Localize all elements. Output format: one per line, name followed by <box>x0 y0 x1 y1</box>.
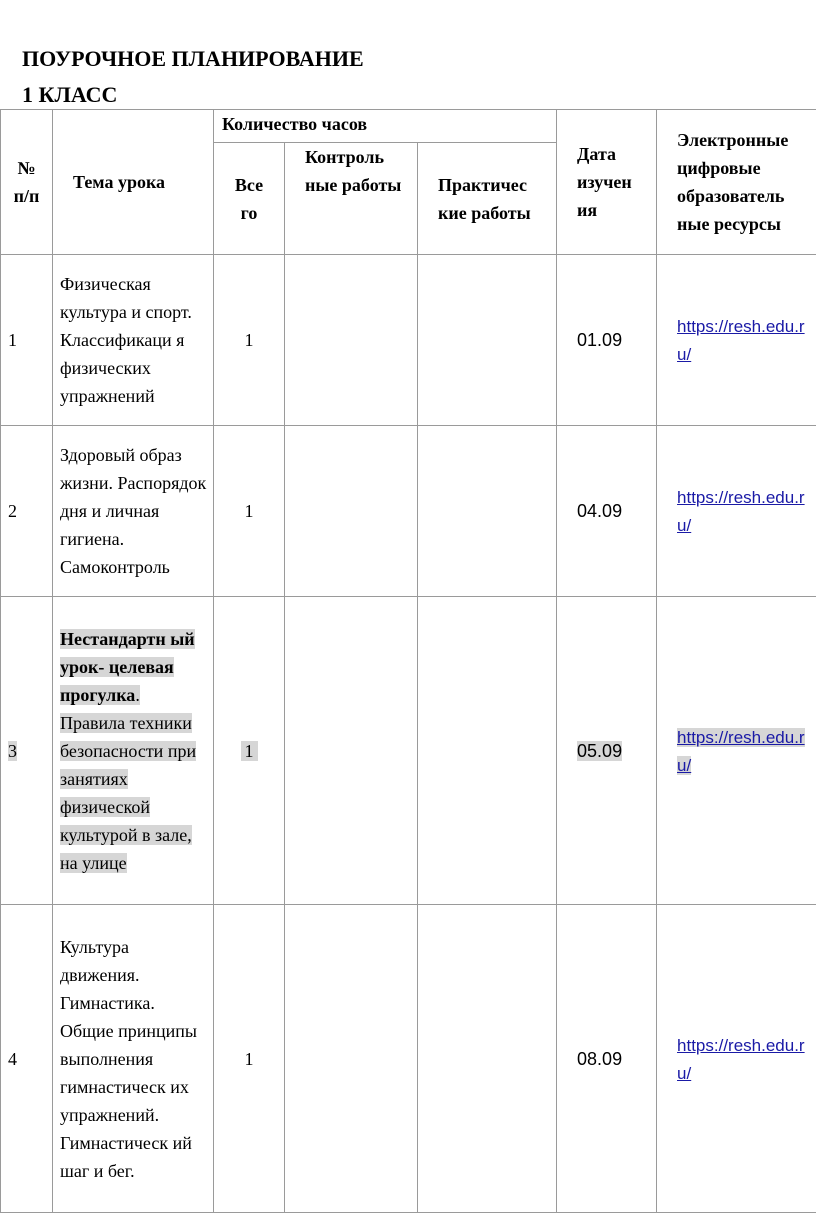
resource-link[interactable]: https://resh.edu.ru/ <box>677 317 805 364</box>
header-practice: Практичес кие работы <box>418 143 557 255</box>
header-control: Контроль ные работы <box>285 143 418 255</box>
row-topic: Культура движения. Гимнастика. Общие принципы выполнения гимнастическ их упражнений. Гимнастическ ий шаг и бег. <box>53 905 214 1213</box>
row-number: 2 <box>1 426 53 597</box>
row-date: 01.09 <box>557 255 657 426</box>
row-practical-works <box>418 597 557 905</box>
table-row <box>1 597 816 905</box>
row-number: 4 <box>1 905 53 1213</box>
row-resource <box>657 597 816 905</box>
header-date: Дата изучен ия <box>557 110 657 255</box>
header-topic: Тема урока <box>53 110 214 255</box>
row-resource <box>657 255 816 426</box>
resource-link[interactable]: https://resh.edu.ru/ <box>677 1035 805 1083</box>
header-resources: Электронные цифровые образователь ные ресурсы <box>657 110 816 255</box>
row-practical-works <box>418 255 557 426</box>
table-row <box>1 426 816 597</box>
row-topic: Здоровый образ жизни. Распорядок дня и личная гигиена. Самоконтроль <box>53 426 214 597</box>
row-resource <box>657 426 816 597</box>
row-topic: Физическая культура и спорт. Классификаци я физических упражнений <box>53 255 214 426</box>
row-date: 04.09 <box>557 426 657 597</box>
row-control-works <box>285 255 418 426</box>
row-practical-works <box>418 426 557 597</box>
row-date: 05.09 <box>557 597 657 905</box>
row-number: 1 <box>1 255 53 426</box>
header-num: № п/п <box>1 110 53 255</box>
lesson-plan-table <box>0 109 816 1213</box>
row-control-works <box>285 597 418 905</box>
page-title: ПОУРОЧНОЕ ПЛАНИРОВАНИЕ <box>22 46 364 71</box>
row-date: 08.09 <box>557 905 657 1213</box>
resource-link[interactable]: https://resh.edu.ru/ <box>677 727 805 775</box>
resource-link[interactable]: https://resh.edu.ru/ <box>677 488 805 535</box>
row-topic: Нестандартн ый урок- целевая прогулка. Правила техники безопасности при занятиях физической культурой в зале, на улице <box>53 597 214 905</box>
table-row <box>1 905 816 1213</box>
row-practical-works <box>418 905 557 1213</box>
row-total-hours: 1 <box>214 255 285 426</box>
row-total-hours: 1 <box>214 597 285 905</box>
row-control-works <box>285 905 418 1213</box>
row-number: 3 <box>1 597 53 905</box>
header-total: Все го <box>214 143 285 255</box>
table-row <box>1 255 816 426</box>
row-resource <box>657 905 816 1213</box>
row-total-hours: 1 <box>214 426 285 597</box>
row-total-hours: 1 <box>214 905 285 1213</box>
header-hours: Количество часов <box>214 110 557 143</box>
header-row-1 <box>1 110 816 143</box>
row-control-works <box>285 426 418 597</box>
page-subtitle: 1 КЛАСС <box>22 82 118 107</box>
